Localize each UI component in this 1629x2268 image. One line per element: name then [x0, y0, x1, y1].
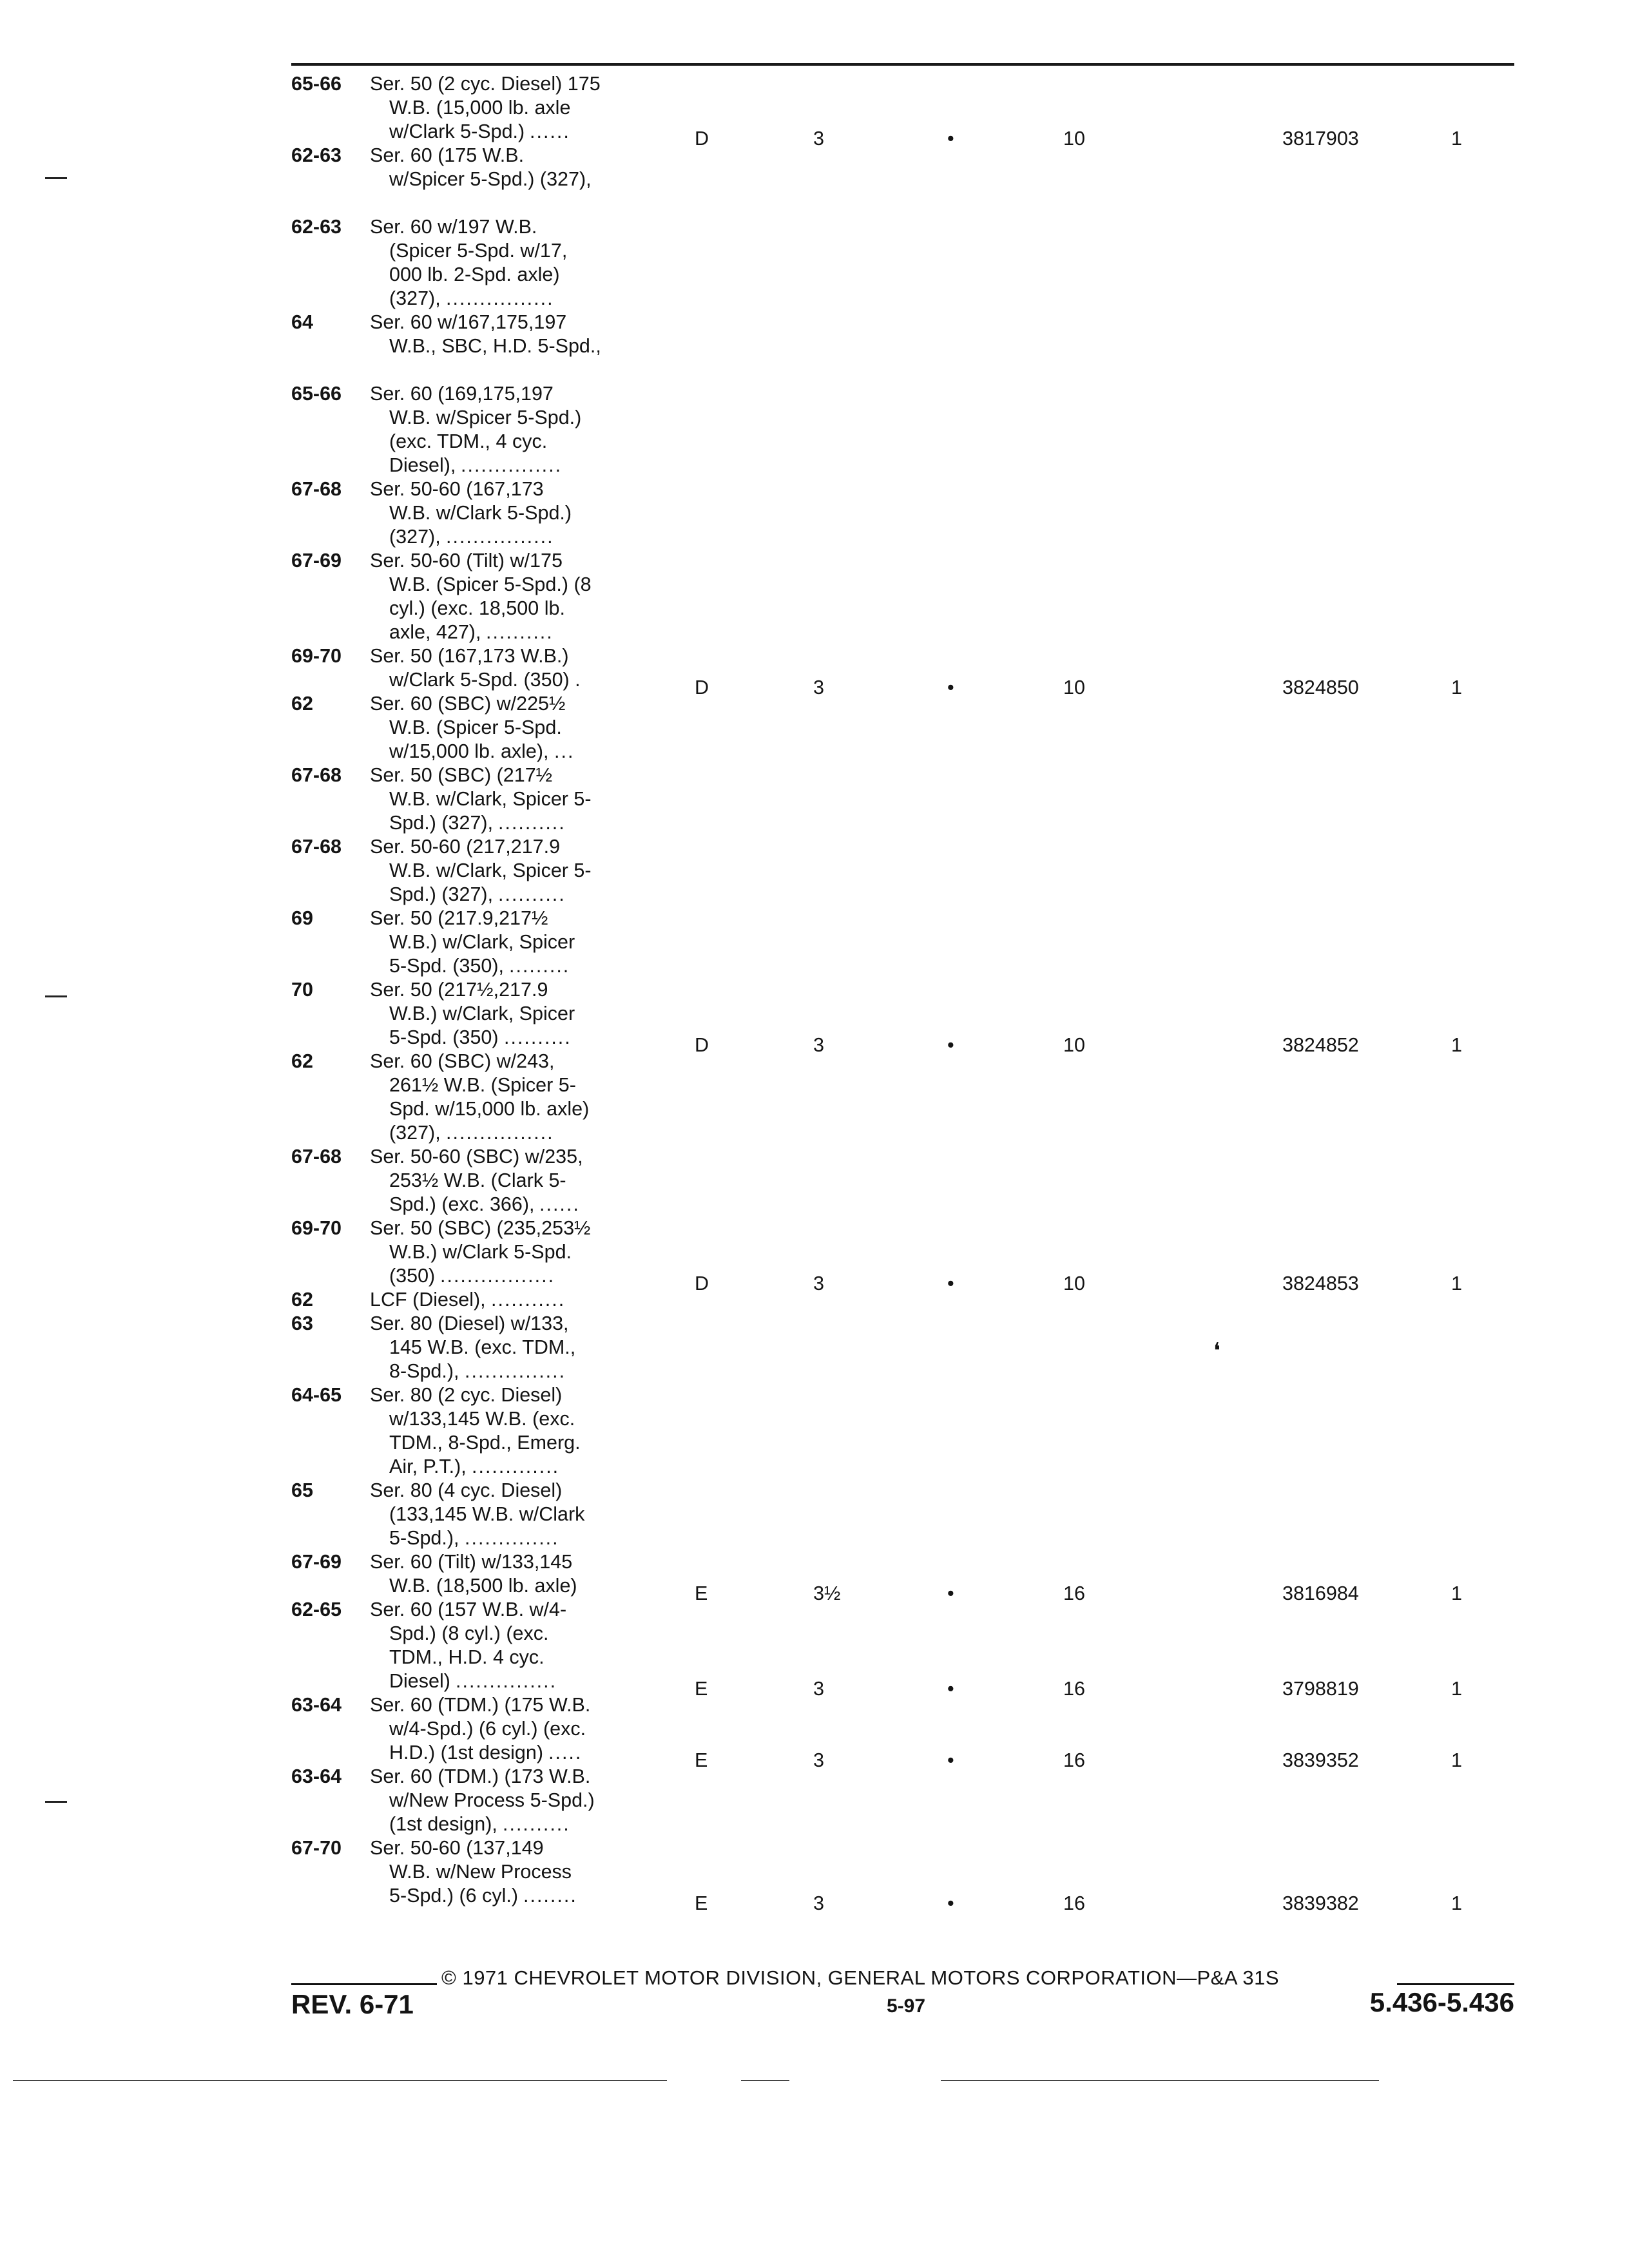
application-text: (Spicer 5-Spd. w/17,	[389, 240, 568, 262]
size-cell: 3	[813, 1678, 824, 1700]
entry-line	[291, 1121, 652, 1145]
model-years: 63-64	[291, 1694, 342, 1716]
part-number-cell: 3839382	[1282, 1892, 1359, 1914]
bullet-mark: •	[947, 1273, 954, 1294]
entry-line	[291, 1479, 652, 1503]
dot-leader: ..........	[486, 621, 554, 643]
entry-line	[291, 525, 652, 549]
part-number-cell: 3816984	[1282, 1582, 1359, 1604]
model-years: 62	[291, 1050, 313, 1072]
application-text: (1st design),	[389, 1813, 497, 1835]
model-years: 65	[291, 1479, 313, 1501]
entry-line	[291, 168, 652, 191]
model-years: 67-68	[291, 478, 342, 500]
application-text: cyl.) (exc. 18,500 lb.	[389, 597, 565, 619]
dot-leader: ...............	[456, 1670, 557, 1692]
application-text: Spd. w/15,000 lb. axle)	[389, 1098, 590, 1120]
ink-speck: ❛	[1213, 1339, 1220, 1363]
application-text: W.B. (15,000 lb. axle	[389, 97, 571, 119]
application-text: Spd.) (327),	[389, 812, 494, 834]
dot-leader: .................	[440, 1265, 555, 1287]
entry-line	[291, 1836, 652, 1860]
entry-line	[291, 1622, 652, 1646]
application-text: Ser. 50 (SBC) (217½	[370, 764, 553, 786]
application-text: W.B., SBC, H.D. 5-Spd.,	[389, 335, 601, 357]
entry-line	[291, 1407, 652, 1431]
entry-line	[291, 311, 652, 334]
dot-leader: ..........	[498, 812, 566, 834]
section-number: 5.436-5.436	[1369, 1987, 1514, 2017]
entry-line	[291, 1145, 652, 1169]
dot-leader: ...	[554, 740, 575, 762]
model-years: 65-66	[291, 73, 342, 95]
teeth-cell: 10	[1063, 128, 1085, 149]
entry-line	[291, 883, 652, 907]
application-text: 145 W.B. (exc. TDM.,	[389, 1336, 576, 1358]
size-cell: 3	[813, 128, 824, 149]
dot-leader: ...........	[491, 1289, 566, 1311]
quantity-cell: 1	[1451, 1034, 1462, 1056]
entry-line	[291, 501, 652, 525]
application-text: 000 lb. 2-Spd. axle)	[389, 264, 560, 285]
application-text: w/133,145 W.B. (exc.	[389, 1408, 575, 1430]
model-years: 63-64	[291, 1765, 342, 1787]
entry-line	[291, 1550, 652, 1574]
part-number-cell: 3824850	[1282, 677, 1359, 698]
type-cell: D	[695, 677, 709, 698]
application-text: W.B. (Spicer 5-Spd.) (8	[389, 573, 592, 595]
entry-line	[291, 549, 652, 573]
dot-leader: ..............	[465, 1527, 559, 1549]
quantity-cell: 1	[1451, 1678, 1462, 1700]
model-years: 67-69	[291, 550, 342, 572]
entry-line	[291, 740, 652, 764]
model-years: 62-63	[291, 216, 342, 238]
model-years: 67-70	[291, 1837, 342, 1859]
part-number-cell: 3817903	[1282, 128, 1359, 149]
application-entry	[291, 215, 652, 358]
model-years: 62-63	[291, 144, 342, 166]
entry-line	[291, 1240, 652, 1264]
model-years: 64	[291, 311, 313, 333]
entry-line	[291, 215, 652, 239]
application-text: Ser. 50 (217.9,217½	[370, 907, 548, 929]
entry-line	[291, 1717, 652, 1741]
application-text: H.D.) (1st design)	[389, 1742, 543, 1763]
application-text: Diesel)	[389, 1670, 450, 1692]
application-text: Ser. 50 (SBC) (235,253½	[370, 1217, 591, 1239]
size-cell: 3	[813, 1749, 824, 1771]
model-years: 67-68	[291, 1146, 342, 1168]
entry-line	[291, 1526, 652, 1550]
application-text: TDM., 8-Spd., Emerg.	[389, 1432, 581, 1454]
entry-line	[291, 1312, 652, 1336]
entry-line	[291, 454, 652, 477]
application-text: w/4-Spd.) (6 cyl.) (exc.	[389, 1718, 586, 1740]
page-number: 5-97	[887, 1995, 926, 2017]
application-text: 253½ W.B. (Clark 5-	[389, 1169, 566, 1191]
application-text: w/New Process 5-Spd.)	[389, 1789, 595, 1811]
entry-line	[291, 716, 652, 740]
model-years: 70	[291, 979, 313, 1001]
bottom-rule	[741, 2080, 789, 2081]
application-text: 8-Spd.),	[389, 1360, 459, 1382]
dot-leader: ......	[539, 1193, 580, 1215]
entry-line	[291, 1669, 652, 1693]
teeth-cell: 10	[1063, 1273, 1085, 1294]
application-entry	[291, 382, 652, 1908]
teeth-cell: 10	[1063, 1034, 1085, 1056]
entry-line	[291, 1026, 652, 1050]
dot-leader: ................	[446, 526, 554, 548]
application-text: 5-Spd. (350),	[389, 955, 505, 977]
entry-line	[291, 1193, 652, 1216]
entry-line	[291, 477, 652, 501]
dot-leader: ................	[446, 1122, 554, 1144]
application-text: Ser. 60 (TDM.) (175 W.B.	[370, 1694, 591, 1716]
footer-rule-left	[291, 1983, 437, 1985]
entry-line	[291, 1765, 652, 1789]
entry-line	[291, 668, 652, 692]
bottom-rule	[13, 2080, 667, 2081]
entry-line	[291, 1431, 652, 1455]
teeth-cell: 16	[1063, 1678, 1085, 1700]
size-cell: 3	[813, 1034, 824, 1056]
entry-line	[291, 692, 652, 716]
quantity-cell: 1	[1451, 1892, 1462, 1914]
bottom-rule	[941, 2080, 1379, 2081]
entry-line	[291, 978, 652, 1002]
bullet-mark: •	[947, 677, 954, 698]
entry-line	[291, 120, 652, 144]
application-text: w/Clark 5-Spd. (350) .	[389, 669, 581, 691]
application-text: Ser. 80 (4 cyc. Diesel)	[370, 1479, 563, 1501]
application-text: Spd.) (exc. 366),	[389, 1193, 535, 1215]
entry-line	[291, 764, 652, 787]
application-text: W.B. w/Clark 5-Spd.)	[389, 502, 572, 524]
entry-line	[291, 1884, 652, 1908]
application-text: W.B. w/Clark, Spicer 5-	[389, 788, 592, 810]
entry-line	[291, 430, 652, 454]
type-cell: E	[695, 1678, 708, 1700]
entry-line	[291, 835, 652, 859]
entry-line	[291, 1503, 652, 1526]
application-text: Ser. 60 (Tilt) w/133,145	[370, 1551, 573, 1573]
entry-line	[291, 1288, 652, 1312]
application-text: (exc. TDM., 4 cyc.	[389, 430, 548, 452]
footer-rule-right	[1397, 1983, 1514, 1985]
dot-leader: ...............	[461, 454, 563, 476]
type-cell: D	[695, 1273, 709, 1294]
type-cell: E	[695, 1749, 708, 1771]
model-years: 63	[291, 1312, 313, 1334]
entry-line	[291, 287, 652, 311]
application-text: axle, 427),	[389, 621, 481, 643]
model-years: 64-65	[291, 1384, 342, 1406]
application-text: Spd.) (327),	[389, 883, 494, 905]
application-entry	[291, 72, 652, 191]
quantity-cell: 1	[1451, 1582, 1462, 1604]
application-text: Ser. 50-60 (167,173	[370, 478, 544, 500]
application-text: Ser. 50 (2 cyc. Diesel) 175	[370, 73, 601, 95]
application-text: Spd.) (8 cyl.) (exc.	[389, 1622, 549, 1644]
entry-line	[291, 1002, 652, 1026]
entry-line	[291, 1216, 652, 1240]
margin-mark	[45, 1801, 67, 1803]
dot-leader: ..........	[503, 1813, 570, 1835]
entry-line	[291, 644, 652, 668]
bullet-mark: •	[947, 1678, 954, 1700]
entry-line	[291, 144, 652, 168]
application-text: Ser. 60 (SBC) w/225½	[370, 693, 566, 715]
entry-line	[291, 406, 652, 430]
entry-line	[291, 1264, 652, 1288]
dot-leader: ...............	[465, 1360, 566, 1382]
application-text: Ser. 60 (TDM.) (173 W.B.	[370, 1765, 591, 1787]
entry-line	[291, 1050, 652, 1073]
application-text: Ser. 50-60 (Tilt) w/175	[370, 550, 563, 572]
bullet-mark: •	[947, 1034, 954, 1056]
model-years: 67-69	[291, 1551, 342, 1573]
entry-line	[291, 1741, 652, 1765]
entry-line	[291, 859, 652, 883]
model-years: 69	[291, 907, 313, 929]
entry-line	[291, 1789, 652, 1812]
entry-line	[291, 907, 652, 930]
dot-leader: .....	[548, 1742, 583, 1763]
part-number-cell: 3839352	[1282, 1749, 1359, 1771]
application-text: LCF (Diesel),	[370, 1289, 486, 1311]
entry-line	[291, 263, 652, 287]
margin-mark	[45, 995, 67, 997]
entry-line	[291, 1360, 652, 1383]
application-text: Ser. 80 (Diesel) w/133,	[370, 1312, 569, 1334]
entry-line	[291, 954, 652, 978]
entry-line	[291, 1598, 652, 1622]
size-cell: 3	[813, 1273, 824, 1294]
size-cell: 3	[813, 1892, 824, 1914]
model-years: 69-70	[291, 1217, 342, 1239]
type-cell: E	[695, 1582, 708, 1604]
type-cell: D	[695, 128, 709, 149]
application-text: (327),	[389, 526, 441, 548]
application-text: Ser. 60 (SBC) w/243,	[370, 1050, 555, 1072]
entry-line	[291, 72, 652, 96]
quantity-cell: 1	[1451, 128, 1462, 149]
application-text: 5-Spd. (350)	[389, 1026, 499, 1048]
entry-line	[291, 1860, 652, 1884]
type-cell: E	[695, 1892, 708, 1914]
entry-line	[291, 334, 652, 358]
entry-line	[291, 620, 652, 644]
application-text: (133,145 W.B. w/Clark	[389, 1503, 585, 1525]
application-text: Ser. 60 (157 W.B. w/4-	[370, 1599, 567, 1620]
entry-line	[291, 1336, 652, 1360]
bullet-mark: •	[947, 1749, 954, 1771]
dot-leader: ..........	[504, 1026, 572, 1048]
application-text: Ser. 60 (169,175,197	[370, 383, 554, 405]
model-years: 69-70	[291, 645, 342, 667]
application-text: W.B. (18,500 lb. axle)	[389, 1575, 577, 1597]
application-text: W.B. w/Clark, Spicer 5-	[389, 860, 592, 881]
part-number-cell: 3798819	[1282, 1678, 1359, 1700]
application-text: (327),	[389, 1122, 441, 1144]
size-cell: 3½	[813, 1582, 841, 1604]
dot-leader: ........	[523, 1885, 577, 1907]
entry-line	[291, 597, 652, 620]
application-text: W.B. (Spicer 5-Spd.	[389, 716, 562, 738]
application-text: Ser. 50-60 (217,217.9	[370, 836, 561, 858]
top-rule	[291, 63, 1514, 66]
entry-line	[291, 1646, 652, 1669]
entry-line	[291, 1693, 652, 1717]
entry-line	[291, 96, 652, 120]
dot-leader: ......	[530, 120, 570, 142]
dot-leader: ................	[446, 287, 554, 309]
application-text: Air, P.T.),	[389, 1456, 467, 1477]
revision-label: REV. 6-71	[291, 1989, 414, 2019]
size-cell: 3	[813, 677, 824, 698]
model-years: 67-68	[291, 836, 342, 858]
teeth-cell: 16	[1063, 1892, 1085, 1914]
teeth-cell: 16	[1063, 1582, 1085, 1604]
entry-line	[291, 811, 652, 835]
entry-line	[291, 1812, 652, 1836]
application-text: (350)	[389, 1265, 436, 1287]
quantity-cell: 1	[1451, 1749, 1462, 1771]
entry-line	[291, 1097, 652, 1121]
application-text: (327),	[389, 287, 441, 309]
entry-line	[291, 930, 652, 954]
bullet-mark: •	[947, 128, 954, 149]
dot-leader: .........	[509, 955, 570, 977]
application-text: Ser. 50 (217½,217.9	[370, 979, 548, 1001]
margin-mark	[45, 177, 67, 179]
application-text: TDM., H.D. 4 cyc.	[389, 1646, 545, 1668]
application-text: W.B.) w/Clark, Spicer	[389, 931, 575, 953]
quantity-cell: 1	[1451, 1273, 1462, 1294]
application-text: Ser. 60 (175 W.B.	[370, 144, 525, 166]
entry-line	[291, 1073, 652, 1097]
application-text: w/Clark 5-Spd.)	[389, 120, 525, 142]
teeth-cell: 10	[1063, 677, 1085, 698]
model-years: 62	[291, 1289, 313, 1311]
application-text: 261½ W.B. (Spicer 5-	[389, 1074, 576, 1096]
model-years: 67-68	[291, 764, 342, 786]
dot-leader: ..........	[498, 883, 566, 905]
entry-line	[291, 382, 652, 406]
model-years: 65-66	[291, 383, 342, 405]
application-text: Ser. 60 w/197 W.B.	[370, 216, 537, 238]
part-number-cell: 3824852	[1282, 1034, 1359, 1056]
entry-line	[291, 1455, 652, 1479]
teeth-cell: 16	[1063, 1749, 1085, 1771]
quantity-cell: 1	[1451, 677, 1462, 698]
bullet-mark: •	[947, 1582, 954, 1604]
bullet-mark: •	[947, 1892, 954, 1914]
model-years: 62-65	[291, 1599, 342, 1620]
entry-line	[291, 1383, 652, 1407]
application-text: W.B. w/Spicer 5-Spd.)	[389, 407, 582, 428]
dot-leader: .............	[472, 1456, 560, 1477]
application-text: w/Spicer 5-Spd.) (327),	[389, 168, 592, 190]
application-text: Ser. 50-60 (SBC) w/235,	[370, 1146, 583, 1168]
part-number-cell: 3824853	[1282, 1273, 1359, 1294]
entry-line	[291, 1574, 652, 1598]
entry-line	[291, 1169, 652, 1193]
application-text: 5-Spd.),	[389, 1527, 459, 1549]
entry-line	[291, 787, 652, 811]
application-text: W.B.) w/Clark 5-Spd.	[389, 1241, 572, 1263]
application-text: Ser. 80 (2 cyc. Diesel)	[370, 1384, 563, 1406]
application-text: Diesel),	[389, 454, 456, 476]
entry-line	[291, 573, 652, 597]
application-text: W.B. w/New Process	[389, 1861, 572, 1883]
application-text: Ser. 50 (167,173 W.B.)	[370, 645, 569, 667]
model-years: 62	[291, 693, 313, 715]
application-text: 5-Spd.) (6 cyl.)	[389, 1885, 518, 1907]
application-text: w/15,000 lb. axle),	[389, 740, 549, 762]
type-cell: D	[695, 1034, 709, 1056]
copyright-notice: © 1971 CHEVROLET MOTOR DIVISION, GENERAL MOTORS CORPORATION—P&A 31S	[441, 1966, 1280, 1989]
entry-line	[291, 239, 652, 263]
application-text: Ser. 60 w/167,175,197	[370, 311, 567, 333]
application-text: W.B.) w/Clark, Spicer	[389, 1003, 575, 1024]
application-text: Ser. 50-60 (137,149	[370, 1837, 544, 1859]
